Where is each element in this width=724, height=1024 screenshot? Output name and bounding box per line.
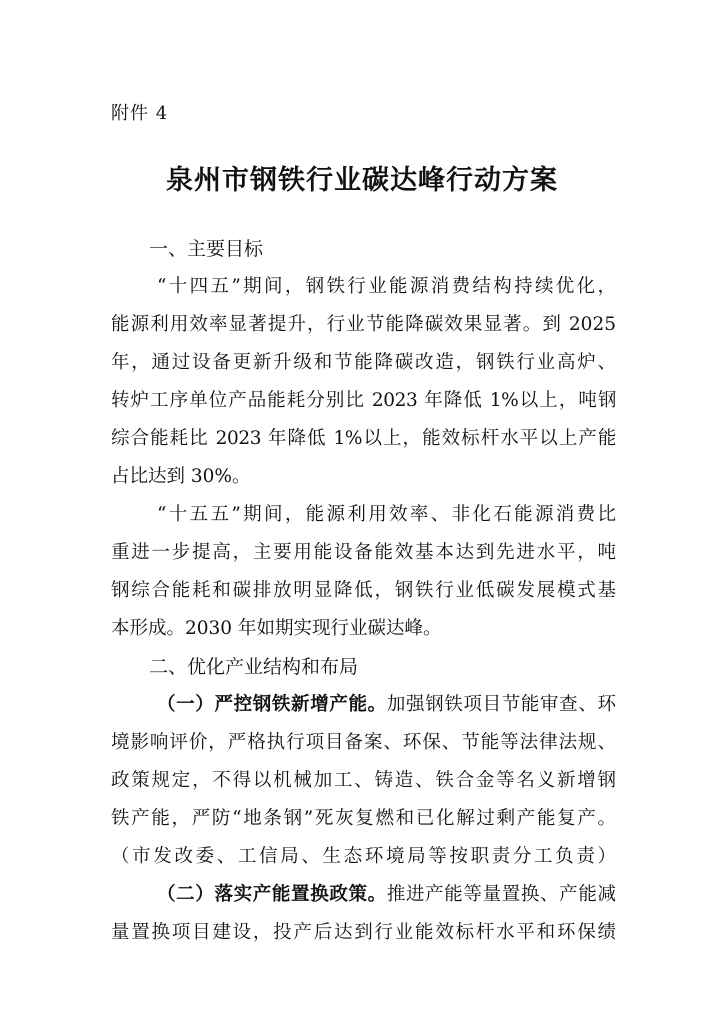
paragraph-line: 本形成。2030 年如期实现行业碳达峰。 <box>111 618 442 639</box>
item-text: 加强钢铁项目节能审查、环 <box>386 694 616 715</box>
paragraph-line: 境影响评价，严格执行项目备案、环保、节能等法律法规、 <box>111 732 616 753</box>
paragraph-line <box>111 686 616 724</box>
paragraph-line: “十五五”期间，能源利用效率、非化石能源消费比 <box>157 504 616 525</box>
paragraph-line: 量置换项目建设，投产后达到行业能效标杆水平和环保绩 <box>111 922 616 943</box>
paragraph-line: 钢综合能耗和碳排放明显降低，钢铁行业低碳发展模式基 <box>111 580 616 601</box>
attachment-label: 附件 4 <box>111 103 169 124</box>
page-title: 泉州市钢铁行业碳达峰行动方案 <box>166 165 558 196</box>
section-heading-main-goals: 一、主要目标 <box>149 238 264 260</box>
paragraph-line: 年，通过设备更新升级和节能降碳改造，钢铁行业高炉、 <box>111 352 616 373</box>
paragraph-line: 综合能耗比 2023 年降低 1%以上，能效标杆水平以上产能 <box>111 428 616 449</box>
document-body <box>111 230 616 952</box>
paragraph-line <box>111 876 616 914</box>
section-heading-structure: 二、优化产业结构和布局 <box>149 656 359 678</box>
paragraph-line: 铁产能，严防“地条钢”死灰复燃和已化解过剩产能复产。 <box>111 808 616 829</box>
item-lead-capacity-control: （一）严控钢铁新增产能。 <box>157 694 387 715</box>
paragraph-line: 政策规定，不得以机械加工、铸造、铁合金等名义新增钢 <box>111 770 616 791</box>
paragraph-line: “十四五”期间，钢铁行业能源消费结构持续优化， <box>157 276 616 297</box>
paragraph-line: 占比达到 30%。 <box>111 466 251 487</box>
item-lead-capacity-replacement: （二）落实产能置换政策。 <box>157 884 387 905</box>
paragraph-line: 重进一步提高，主要用能设备能效基本达到先进水平，吨 <box>111 542 616 563</box>
item-text: 推进产能等量置换、产能减 <box>386 884 616 905</box>
paragraph-line: 转炉工序单位产品能耗分别比 2023 年降低 1%以上，吨钢 <box>111 390 616 411</box>
paragraph-line: （市发改委、工信局、生态环境局等按职责分工负责） <box>111 846 616 867</box>
paragraph-line: 能源利用效率显著提升，行业节能降碳效果显著。到 2025 <box>111 314 616 335</box>
